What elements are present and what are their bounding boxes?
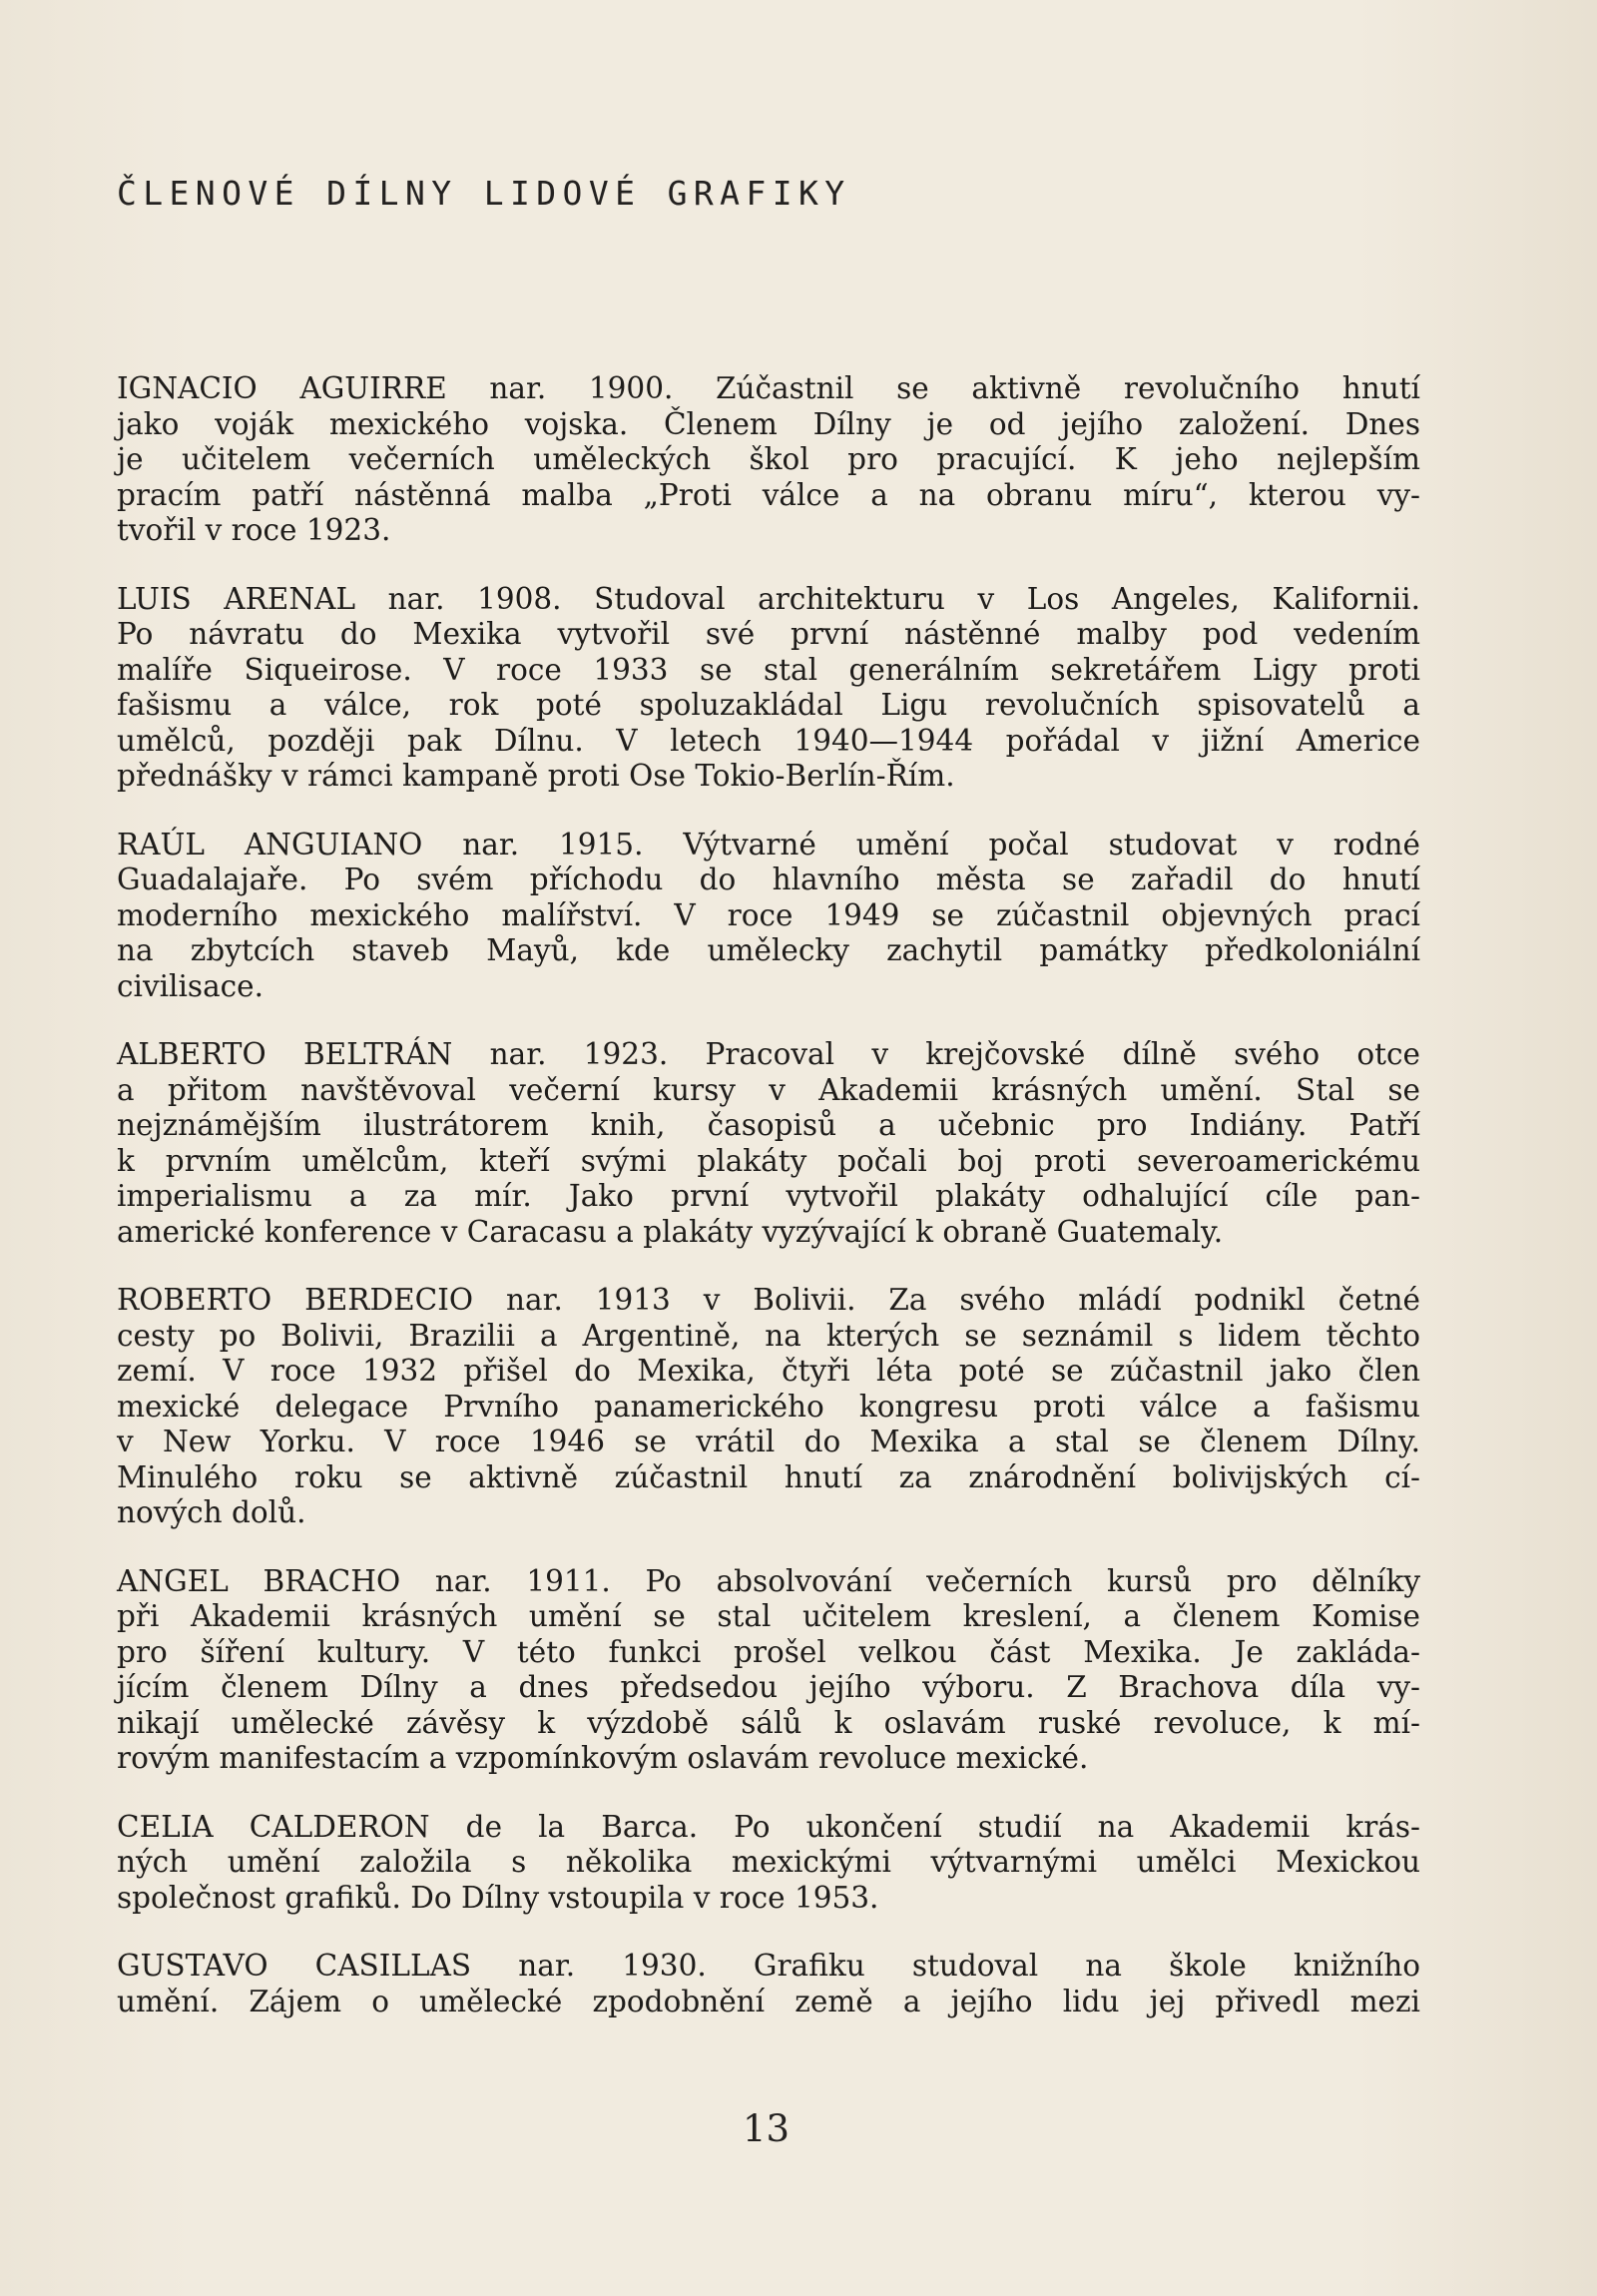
text-line: ALBERTO BELTRÁN nar. 1923. Pracoval v krejčovské dílně svého otce	[117, 1037, 1420, 1071]
entry-roberto-berdecio	[117, 1283, 1420, 1531]
page-number: 13	[742, 2107, 791, 2150]
text-line: umělců, později pak Dílnu. V letech 1940—1944 pořádal v jižní Americe	[117, 723, 1420, 758]
text-line: IGNACIO AGUIRRE nar. 1900. Zúčastnil se aktivně revolučního hnutí	[117, 371, 1420, 405]
text-line: je učitelem večerních uměleckých škol pro pracující. K jeho nejlepším	[117, 442, 1420, 476]
text-line: ROBERTO BERDECIO nar. 1913 v Bolivii. Za svého mládí podnikl četné	[117, 1283, 1420, 1317]
text-line: pracím patří nástěnná malba „Proti válce a na obranu míru“, kterou vy-	[117, 477, 1420, 512]
text-line: společnost grafiků. Do Dílny vstoupila v roce 1953.	[117, 1880, 879, 1915]
text-line: jako voják mexického vojska. Členem Dílny je od jejího založení. Dnes	[117, 406, 1420, 441]
text-line: CELIA CALDERON de la Barca. Po ukončení studií na Akademii krás-	[117, 1809, 1420, 1844]
text-line: a přitom navštěvoval večerní kursy v Akademii krásných umění. Stal se	[117, 1072, 1420, 1107]
text-line: umění. Zájem o umělecké zpodobnění země a jejího lidu jej přivedl mezi	[117, 1984, 1420, 2018]
text-line: nikají umělecké závěsy k výzdobě sálů k oslavám ruské revoluce, k mí-	[117, 1705, 1420, 1740]
entry-gustavo-casillas	[117, 1949, 1420, 2019]
text-line: mexické delegace Prvního panamerického kongresu proti válce a fašismu	[117, 1389, 1420, 1424]
text-line: pro šíření kultury. V této funkci prošel velkou část Mexika. Je zakláda-	[117, 1634, 1420, 1669]
body-text	[117, 371, 1420, 2052]
text-line: rovým manifestacím a vzpomínkovým oslavám revoluce mexické.	[117, 1741, 1089, 1775]
text-line: k prvním umělcům, kteří svými plakáty počali boj proti severoamerickému	[117, 1143, 1420, 1178]
entry-celia-calderon	[117, 1810, 1420, 1917]
text-line: Po návratu do Mexika vytvořil své první nástěnné malby pod vedením	[117, 617, 1420, 651]
text-line: moderního mexického malířství. V roce 1949 se zúčastnil objevných prací	[117, 897, 1420, 932]
text-line: ných umění založila s několika mexickými výtvarnými umělci Mexickou	[117, 1845, 1420, 1879]
page-heading: ČLENOVÉ DÍLNY LIDOVÉ GRAFIKY	[117, 174, 851, 213]
text-line: RAÚL ANGUIANO nar. 1915. Výtvarné umění počal studovat v rodné	[117, 827, 1420, 861]
text-line: LUIS ARENAL nar. 1908. Studoval architekturu v Los Angeles, Kalifornii.	[117, 581, 1420, 616]
text-line: v New Yorku. V roce 1946 se vrátil do Mexika a stal se členem Dílny.	[117, 1425, 1420, 1458]
text-line: Minulého roku se aktivně zúčastnil hnutí za znárodnění bolivijských cí-	[117, 1459, 1420, 1494]
text-line: přednášky v rámci kampaně proti Ose Tokio-Berlín-Řím.	[117, 759, 955, 793]
text-line: cesty po Bolivii, Brazilii a Argentině, na kterých se seznámil s lidem těchto	[117, 1318, 1420, 1353]
text-line: malíře Siqueirose. V roce 1933 se stal generálním sekretářem Ligy proti	[117, 652, 1420, 687]
text-line: americké konference v Caracasu a plakáty vyzývající k obraně Guatemaly.	[117, 1214, 1224, 1249]
text-line: imperialismu a za mír. Jako první vytvořil plakáty odhalující cíle pan-	[117, 1179, 1420, 1213]
text-line: zemí. V roce 1932 přišel do Mexika, čtyři léta poté se zúčastnil jako člen	[117, 1354, 1420, 1388]
text-line: civilisace.	[117, 968, 265, 1003]
entry-alberto-beltran	[117, 1037, 1420, 1250]
text-line: nových dolů.	[117, 1495, 306, 1529]
text-line: Guadalajaře. Po svém příchodu do hlavního města se zařadil do hnutí	[117, 862, 1420, 896]
text-line: fašismu a válce, rok poté spoluzakládal Ligu revolučních spisovatelů a	[117, 688, 1420, 722]
text-line: při Akademii krásných umění se stal učitelem kreslení, a členem Komise	[117, 1599, 1420, 1633]
entry-angel-bracho	[117, 1564, 1420, 1777]
entry-raul-anguiano	[117, 828, 1420, 1005]
text-line: nejznámějším ilustrátorem knih, časopisů a učebnic pro Indiány. Patří	[117, 1108, 1420, 1142]
text-line: tvořil v roce 1923.	[117, 513, 391, 547]
text-line: na zbytcích staveb Mayů, kde umělecky zachytil památky předkoloniální	[117, 933, 1420, 967]
text-line: GUSTAVO CASILLAS nar. 1930. Grafiku studoval na škole knižního	[117, 1949, 1420, 1983]
text-line: jícím členem Dílny a dnes předsedou jejího výboru. Z Brachova díla vy-	[117, 1670, 1420, 1704]
entry-luis-arenal	[117, 582, 1420, 795]
text-line: ANGEL BRACHO nar. 1911. Po absolvování večerních kursů pro dělníky	[117, 1563, 1420, 1598]
entry-ignacio-aguirre	[117, 371, 1420, 549]
